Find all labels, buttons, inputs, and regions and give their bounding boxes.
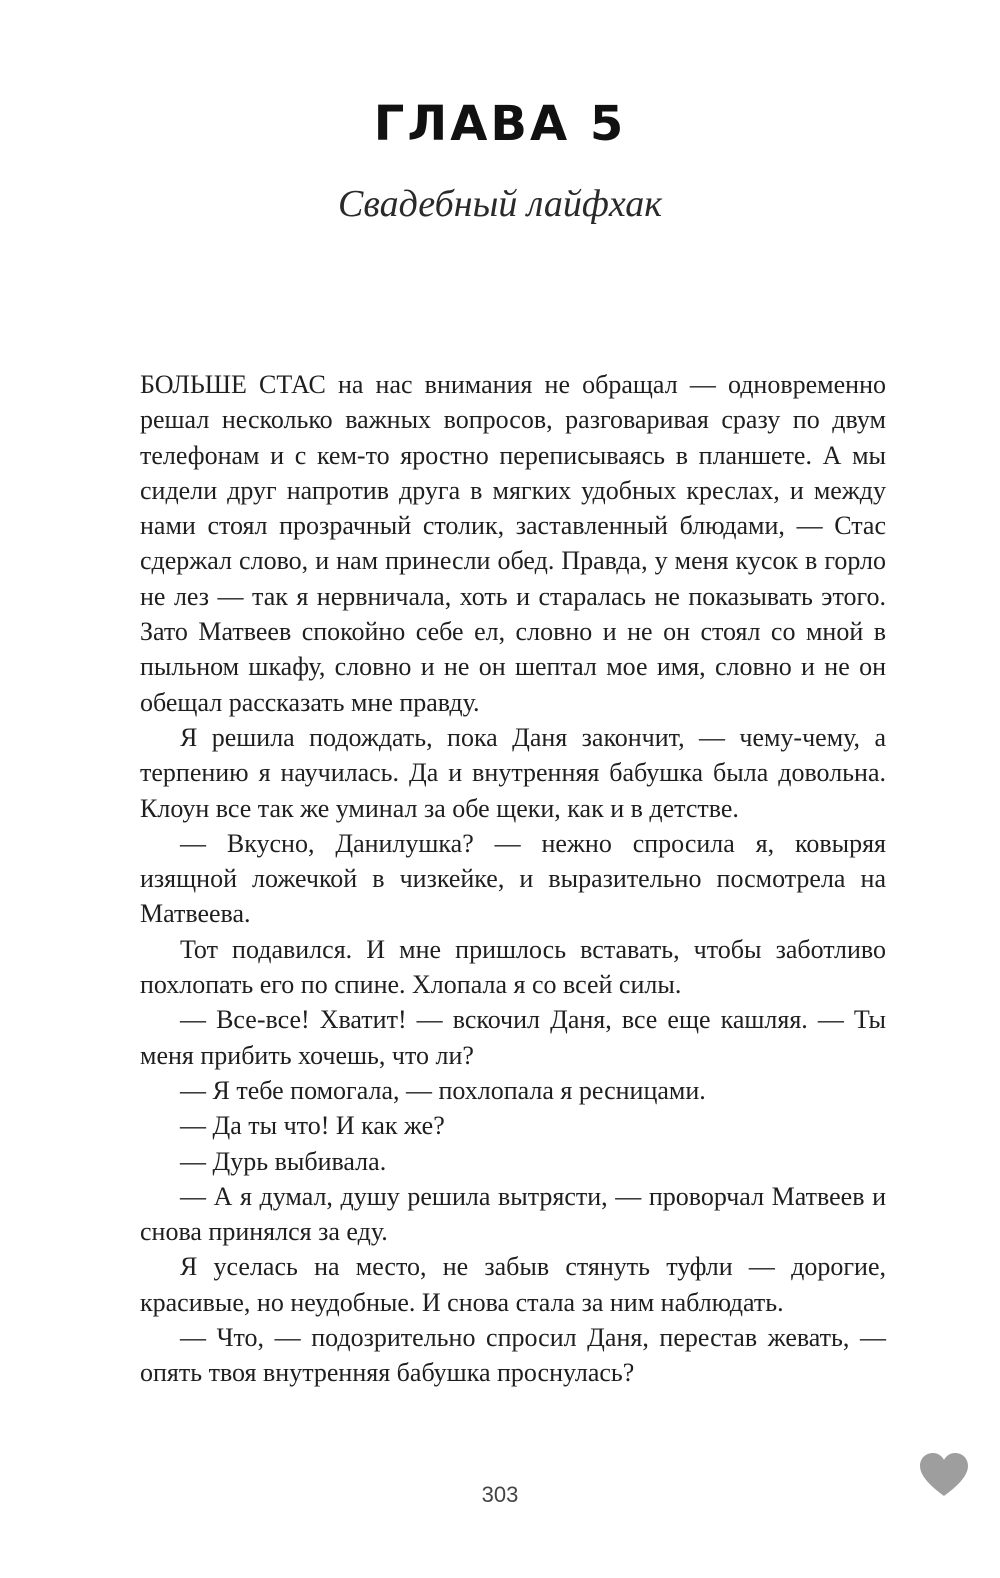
- paragraph: Я уселась на место, не забыв стянуть туфли — дорогие, красивые, но неудобные. И снова стала за ним наблюдать.: [140, 1252, 886, 1317]
- chapter-number: ГЛАВА 5: [373, 96, 627, 152]
- paragraph: БОЛЬШЕ СТАС на нас внимания не обращал — одновременно решал несколько важных вопросов, разговаривая сразу по двум телефонам и с кем-то яростно переписываясь в планшете. А мы сидели друг напротив друга в мягких удобных креслах, и между нами стоял прозрачный столик, заставленный блюдами, — Стас сдержал слово, и нам принесли обед. Правда, у меня кусок в горло не лез — так я нервничала, хоть и старалась не показывать этого. Зато Матвеев спокойно себе ел, словно и не он стоял со мной в пыльном шкафу, словно и не он шептал мое имя, словно и не он обещал рассказать мне правду.: [140, 370, 886, 717]
- paragraph: Я решила подождать, пока Даня закончит, — чему-чему, а терпению я научилась. Да и внутренняя бабушка была довольна. Клоун все так же уминал за обе щеки, как и в детстве.: [140, 722, 886, 823]
- paragraph: Тот подавился. И мне пришлось вставать, чтобы заботливо похлопать его по спине. Хлопала я со всей силы.: [140, 934, 886, 1000]
- heart-icon[interactable]: [918, 1452, 970, 1498]
- paragraph: — А я думал, душу решила вытрясти, — проворчал Матвеев и снова принялся за еду.: [140, 1181, 886, 1247]
- page-number: 303: [481, 1482, 519, 1507]
- heart-shape: [920, 1453, 968, 1496]
- paragraph: — Да ты что! И как же?: [180, 1111, 445, 1141]
- paragraph: — Вкусно, Данилушка? — нежно спросила я, ковыряя изящной ложечкой в чизкейке, и выразительно посмотрела на Матвеева.: [140, 828, 886, 929]
- paragraph: — Что, — подозрительно спросил Даня, перестав жевать, — опять твоя внутренняя бабушка проснулась?: [140, 1323, 886, 1388]
- paragraph: — Я тебе помогала, — похлопала я ресницами.: [180, 1075, 706, 1105]
- paragraph: — Все-все! Хватит! — вскочил Даня, все еще кашляя. — Ты меня прибить хочешь, что ли?: [140, 1005, 886, 1070]
- body-text: [140, 367, 886, 1391]
- paragraph: — Дурь выбивала.: [180, 1146, 387, 1176]
- chapter-subtitle: Свадебный лайфхак: [338, 183, 662, 225]
